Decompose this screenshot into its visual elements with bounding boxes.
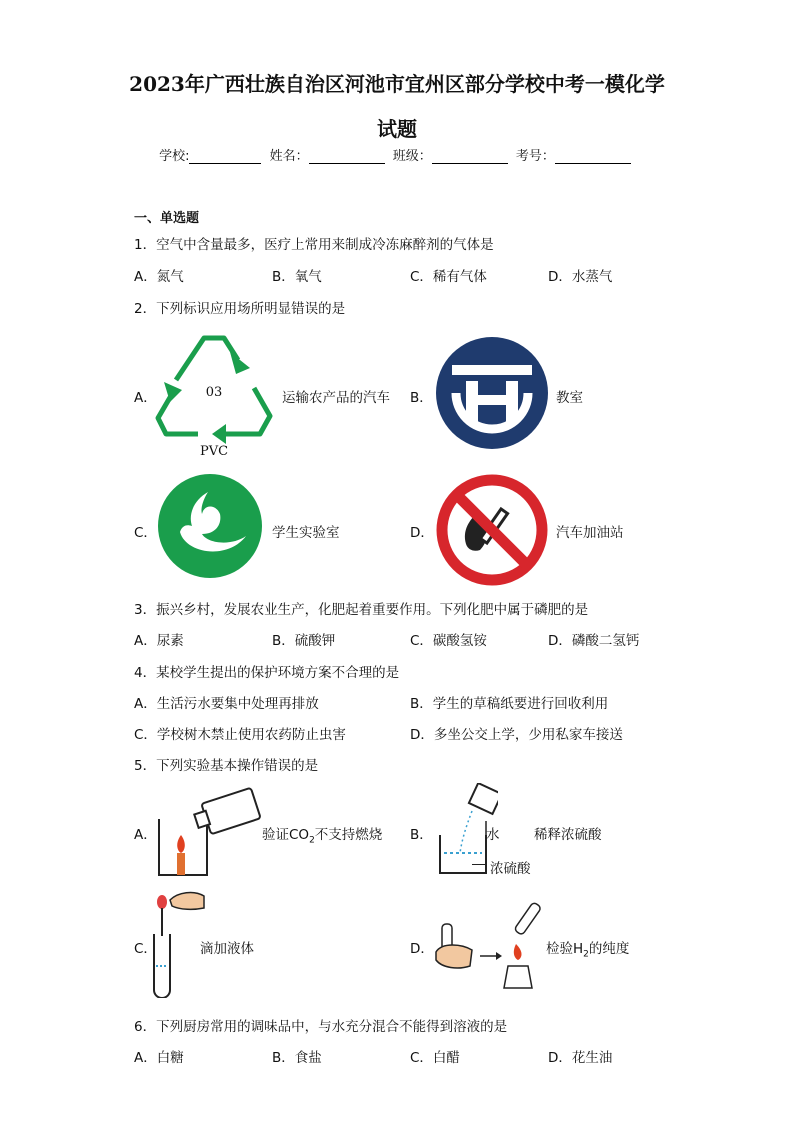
- green-flame-sign-icon: [158, 474, 262, 578]
- q5-caption-b: 稀释浓硫酸: [534, 827, 602, 843]
- dropper-test-tube-illustration: [150, 886, 206, 998]
- section-heading: 一、单选题: [134, 211, 200, 226]
- recycling-pvc-icon: [154, 330, 274, 458]
- q4-option-d[interactable]: D．多坐公交上学，少用私家车接送: [410, 727, 623, 743]
- q6-option-c[interactable]: C．白醋: [410, 1050, 460, 1066]
- name-label: 姓名：: [269, 149, 309, 164]
- acid-pointer-line: [472, 864, 486, 865]
- q3-option-a[interactable]: A．尿素: [134, 633, 184, 649]
- q6-option-a[interactable]: A．白糖: [134, 1050, 184, 1066]
- q1-option-b[interactable]: B．氧气: [272, 269, 322, 285]
- q5-water-label: 水: [486, 827, 500, 843]
- class-field[interactable]: [432, 163, 508, 164]
- circle-h-sign-icon: [436, 337, 548, 449]
- q2-place-d: 汽车加油站: [556, 525, 624, 541]
- page-title-line2: 试题: [377, 117, 417, 141]
- q2-option-c-letter[interactable]: C．: [134, 525, 157, 541]
- question-2-stem: 2．下列标识应用场所明显错误的是: [134, 301, 346, 317]
- q4-option-a[interactable]: A．生活污水要集中处理再排放: [134, 696, 319, 712]
- q2-option-a-letter[interactable]: A．: [134, 390, 157, 406]
- q5-caption-c: 滴加液体: [200, 941, 254, 957]
- q2-option-b-letter[interactable]: B．: [410, 390, 433, 406]
- class-label: 班级：: [392, 149, 432, 164]
- q1-option-c[interactable]: C．稀有气体: [410, 269, 487, 285]
- q5-acid-label: 浓硫酸: [490, 861, 531, 877]
- q5-caption-d: 检验$H_2$的纯度: [546, 941, 630, 960]
- question-4-stem: 4．某校学生提出的保护环境方案不合理的是: [134, 665, 400, 681]
- recycle-code: 03: [205, 385, 223, 400]
- q2-place-c: 学生实验室: [272, 525, 340, 541]
- recycle-material: PVC: [199, 444, 229, 458]
- q5-option-c-letter[interactable]: C．: [134, 941, 157, 957]
- school-label: 学校:: [159, 149, 190, 164]
- question-3-stem: 3．振兴乡村，发展农业生产，化肥起着重要作用。下列化肥中属于磷肥的是: [134, 602, 589, 618]
- q5-caption-a: 验证$CO_2$不支持燃烧: [262, 827, 383, 846]
- q4-option-b[interactable]: B．学生的草稿纸要进行回收利用: [410, 696, 609, 712]
- q1-option-d[interactable]: D．水蒸气: [548, 269, 613, 285]
- co2-pour-candle-illustration: [155, 783, 263, 879]
- exam-number-label: 考号：: [515, 149, 555, 164]
- question-1-stem: 1．空气中含量最多，医疗上常用来制成冷冻麻醉剂的气体是: [134, 237, 494, 253]
- q2-option-d-letter[interactable]: D．: [410, 525, 434, 541]
- question-6-stem: 6．下列厨房常用的调味品中，与水充分混合不能得到溶液的是: [134, 1019, 508, 1035]
- q2-place-b: 教室: [556, 390, 583, 406]
- hydrogen-test-illustration: [432, 900, 542, 990]
- q6-option-d[interactable]: D．花生油: [548, 1050, 613, 1066]
- q3-option-b[interactable]: B．硫酸钾: [272, 633, 336, 649]
- q5-option-a-letter[interactable]: A．: [134, 827, 157, 843]
- no-fire-sign-icon: [436, 474, 548, 586]
- page-title-line1: 2023年广西壮族自治区河池市宜州区部分学校中考一模化学: [129, 72, 665, 96]
- q6-option-b[interactable]: B．食盐: [272, 1050, 322, 1066]
- q2-place-a: 运输农产品的汽车: [282, 390, 390, 406]
- q5-option-b-letter[interactable]: B．: [410, 827, 433, 843]
- school-field[interactable]: [189, 163, 261, 164]
- exam-number-field[interactable]: [555, 163, 631, 164]
- q1-option-a[interactable]: A．氮气: [134, 269, 184, 285]
- name-field[interactable]: [309, 163, 385, 164]
- q4-option-c[interactable]: C．学校树木禁止使用农药防止虫害: [134, 727, 346, 743]
- q3-option-c[interactable]: C．碳酸氢铵: [410, 633, 487, 649]
- question-5-stem: 5．下列实验基本操作错误的是: [134, 758, 319, 774]
- q3-option-d[interactable]: D．磷酸二氢钙: [548, 633, 640, 649]
- q5-option-d-letter[interactable]: D．: [410, 941, 434, 957]
- student-info-line: [0, 145, 794, 164]
